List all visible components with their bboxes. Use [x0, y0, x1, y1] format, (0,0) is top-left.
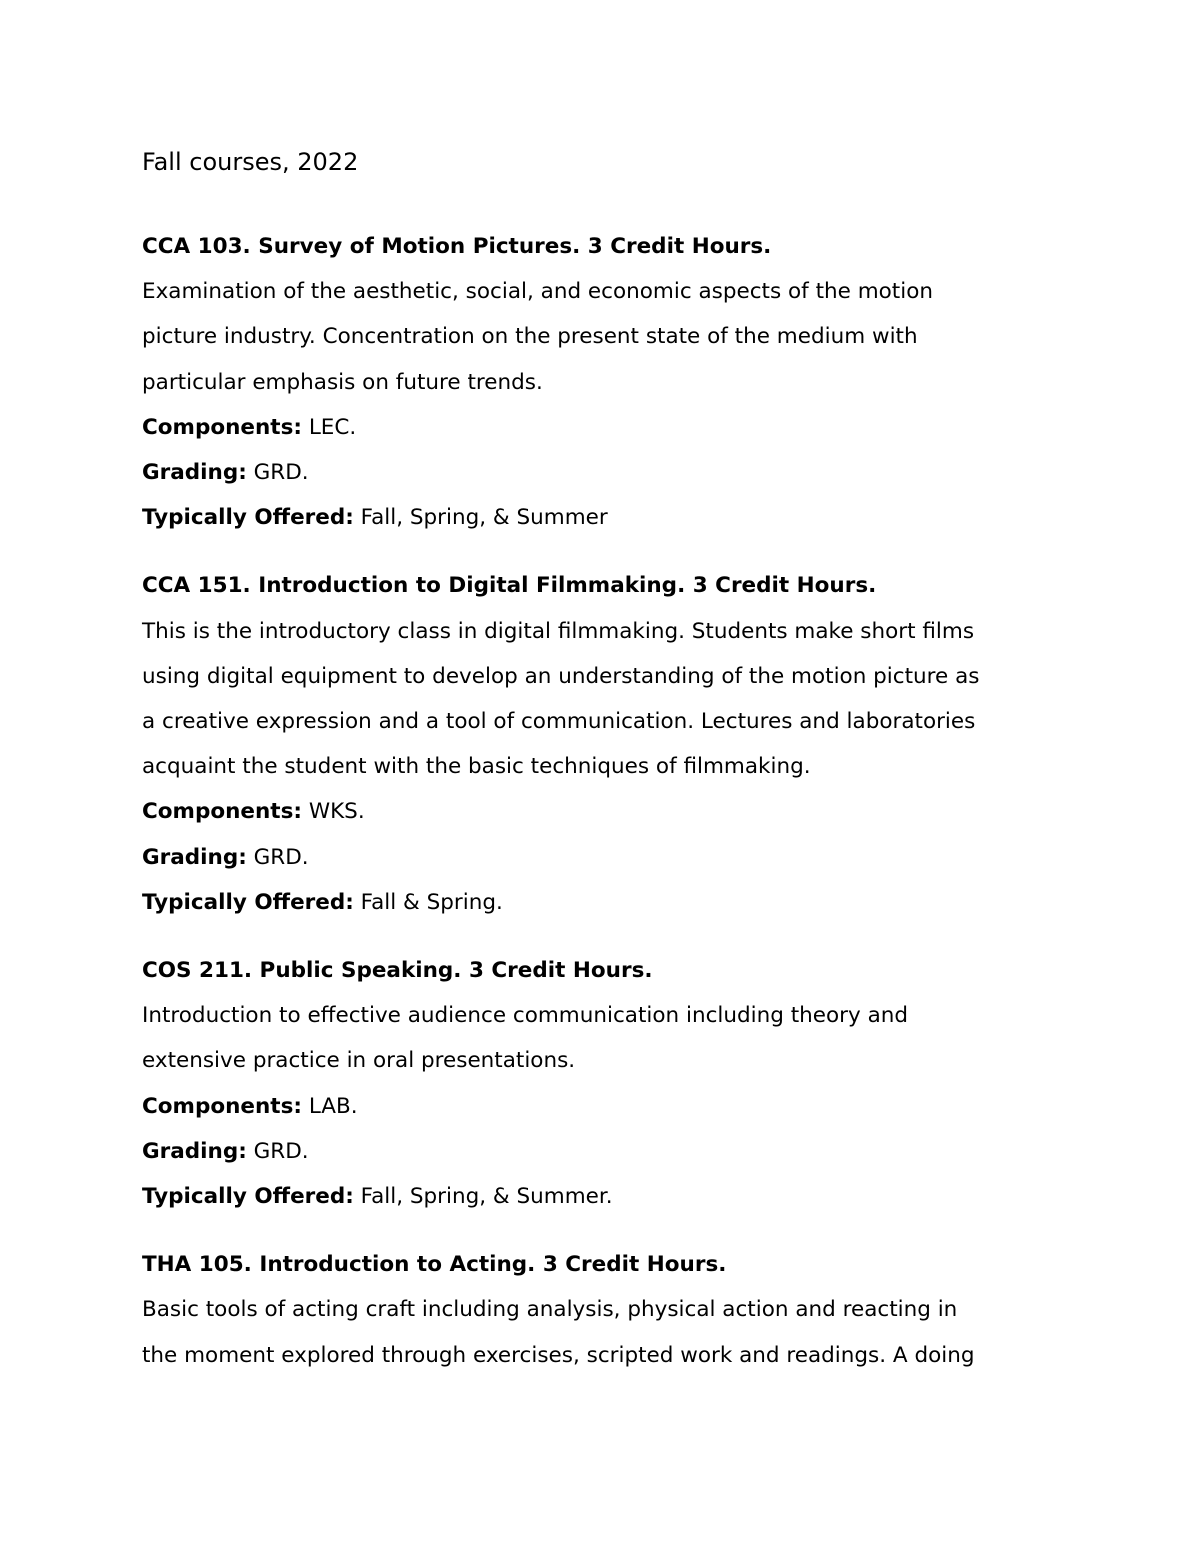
course-description: [142, 1287, 1072, 1377]
grading-label: Grading:: [142, 1138, 247, 1164]
offered-row: [142, 1174, 1072, 1219]
components-label: Components:: [142, 414, 302, 440]
course-entry: [142, 948, 1072, 1219]
description-line: Introduction to effective audience communication including theory and: [142, 1003, 909, 1029]
grading-label: Grading:: [142, 460, 247, 486]
course-description: [142, 609, 1072, 790]
grading-label: Grading:: [142, 844, 247, 870]
course-entry: [142, 224, 1072, 540]
offered-value: Fall, Spring, & Summer: [353, 505, 608, 531]
course-heading: COS 211. Public Speaking. 3 Credit Hours.: [142, 958, 653, 984]
course-heading: CCA 151. Introduction to Digital Filmmaking. 3 Credit Hours.: [142, 573, 877, 599]
description-line: This is the introductory class in digital filmmaking. Students make short films: [142, 618, 975, 644]
description-line: particular emphasis on future trends.: [142, 369, 543, 395]
components-label: Components:: [142, 1093, 302, 1119]
description-line: Examination of the aesthetic, social, and economic aspects of the motion: [142, 279, 933, 305]
grading-value: GRD.: [246, 844, 309, 870]
course-entry: [142, 563, 1072, 925]
description-line: picture industry. Concentration on the present state of the medium with: [142, 324, 918, 350]
components-label: Components:: [142, 799, 302, 825]
course-heading: THA 105. Introduction to Acting. 3 Credit Hours.: [142, 1252, 727, 1278]
grading-row: [142, 1129, 1072, 1174]
description-line: a creative expression and a tool of communication. Lectures and laboratories: [142, 709, 976, 735]
components-value: LAB.: [301, 1093, 358, 1119]
grading-value: GRD.: [246, 460, 309, 486]
course-heading: CCA 103. Survey of Motion Pictures. 3 Credit Hours.: [142, 234, 772, 259]
components-row: [142, 405, 1072, 450]
grading-row: [142, 450, 1072, 495]
components-value: LEC.: [301, 414, 357, 440]
grading-value: GRD.: [246, 1138, 309, 1164]
course-description: [142, 269, 1072, 405]
description-line: acquaint the student with the basic techniques of filmmaking.: [142, 754, 811, 780]
page-title: Fall courses, 2022: [142, 148, 359, 176]
description-line: using digital equipment to develop an understanding of the motion picture as: [142, 663, 980, 689]
components-row: [142, 789, 1072, 834]
offered-row: [142, 880, 1072, 925]
offered-label: Typically Offered:: [142, 889, 354, 915]
offered-value: Fall & Spring.: [353, 889, 503, 915]
offered-label: Typically Offered:: [142, 1184, 354, 1210]
grading-row: [142, 835, 1072, 880]
course-entry: [142, 1242, 1072, 1378]
description-line: the moment explored through exercises, scripted work and readings. A doing: [142, 1342, 975, 1368]
course-list: [142, 224, 1072, 1401]
description-line: Basic tools of acting craft including analysis, physical action and reacting in: [142, 1297, 958, 1323]
components-row: [142, 1084, 1072, 1129]
offered-label: Typically Offered:: [142, 505, 354, 531]
components-value: WKS.: [301, 799, 365, 825]
offered-value: Fall, Spring, & Summer.: [353, 1184, 613, 1210]
description-line: extensive practice in oral presentations.: [142, 1048, 576, 1074]
offered-row: [142, 495, 1072, 540]
course-description: [142, 993, 1072, 1083]
